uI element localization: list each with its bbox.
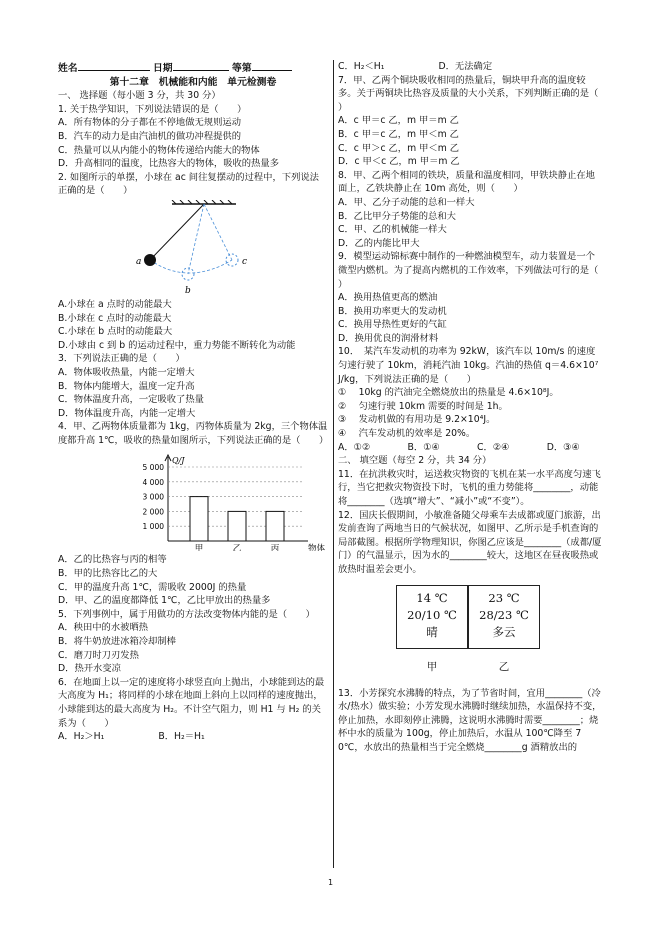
bar-chart-svg [58,449,328,551]
pendulum-support [172,200,236,204]
bar [266,512,284,542]
student-info-line [58,60,328,76]
q9-option-a: A．换用热值更高的燃油 [338,292,438,304]
q8-stem: 8．甲、乙两个相同的铁块，质量和温度相同，甲铁块静止在地面上，乙铁块静止在 10m 高处，则（ ） [338,169,595,195]
q3-stem: 3．下列说法正确的是（ ） [58,353,185,365]
q7-option-a: A．c 甲＝c 乙，m 甲＝m 乙 [338,115,459,127]
q3-option-c: C．物体温度升高，一定吸收了热量 [58,394,204,406]
weather-left-label: 甲 [426,660,438,673]
q4-option-a: A．乙的比热容与丙的相等 [58,554,167,566]
q13-text: 13．小芳探究水沸腾的特点，为了节省时间，宜用________（冷水/热水）做实验；小芳发现水沸腾时继续加热，水温保持不变，停止加热，水即刻停止沸腾，这说明水沸腾时需要________；烧杯中水的质量为 100g，停止加热后，水温从 100℃降至 70℃，水放出的热量相当于完全燃烧________g 酒精放出的 [338,687,602,753]
q8-option-c: C．甲、乙的机械能一样大 [338,224,447,236]
left-column [58,60,328,744]
q1-option-d: D．升高相同的温度，比热容大的物体，吸收的热量多 [58,158,279,170]
q2-option-a: A.小球在 a 点时的动能最大 [58,298,172,310]
q2-option-d: D.小球由 c 到 b 的运动过程中，重力势能不断转化为动能 [58,339,296,351]
q2-stem: 2. 如图所示的单摆，小球在 ac 间往复摆动的过程中，下列说法正确的是（ ） [58,171,319,197]
q10-statement-1: ① 10kg 的汽油完全燃烧放出的热量是 4.6×10⁸J。 [338,387,559,399]
right-column [338,60,617,755]
section-1-heading: 一、 选择题（每小题 3 分，共 30 分） [58,90,221,102]
date-label: 日期 [153,63,173,74]
q8-option-d: D．乙的内能比甲大 [338,237,420,249]
q1-option-c: C．热量可以从内能小的物体传递给内能大的物体 [58,144,260,156]
weather-left-condition: 晴 [426,624,438,639]
weather-right-range: 28/23 ℃ [479,607,529,622]
swing-arc [150,260,232,273]
q6-options-ab [58,730,328,744]
y-tick-label: 5 000 [142,463,164,473]
q5-option-d: D．热开水变凉 [58,663,121,675]
q10-statement-2: ② 匀速行驶 10km 需要的时间是 1h。 [338,400,508,412]
weather-right-temp: 23 ℃ [488,590,520,605]
date-blank[interactable] [173,60,229,71]
q6-option-a: A．H₂＞H₁ [58,731,105,743]
y-tick-label: 3 000 [142,493,164,503]
weather-right-condition: 多云 [492,624,516,639]
q8-option-a: A．甲、乙分子动能的总和一样大 [338,196,475,208]
name-label: 姓名 [58,63,78,74]
q2-option-c: C.小球在 b 点时的动能最大 [58,326,173,338]
q5-option-c: C．磨刀时刀刃发热 [58,649,139,661]
q6-option-d: D．无法确定 [438,61,493,72]
q4-stem: 4．甲、乙两物体质量都为 1kg，丙物体质量为 2kg，三个物体温度都升高 1℃，吸收的热量如图所示，下列说法正确的是（ ） [58,421,329,446]
label-b: b [185,285,191,296]
q4-option-b: B．甲的比热容比乙的大 [58,568,158,580]
q7-option-c: C．c 甲＞c 乙，m 甲＜m 乙 [338,142,460,154]
q7-option-b: B．c 甲＝c 乙，m 甲＜m 乙 [338,128,459,140]
pendulum-figure [58,200,328,296]
q1-stem: 1. 关于热学知识，下列说法错误的是（ ） [58,103,247,115]
q7-stem: 7．甲、乙两个铜块吸收相同的热量后，铜块甲升高的温度较多。关于两铜块比热容及质量的大小关系，下列判断正确的是（ ） [338,74,617,113]
pendulum-diagram [58,200,328,296]
weather-figure [338,581,604,685]
bar [190,497,208,541]
q4-option-d: D．甲、乙的温度都降低 1℃，乙比甲放出的热量多 [58,595,271,607]
q11-text: 11．在抗洪救灾时，运送救灾物资的飞机在某一水平高度匀速飞行，当它把救灾物资投下时，飞机的重力势能将________，动能将________（选填“增大”、“减小”或“不变”）。 [338,468,601,507]
exam-page [58,60,617,868]
q9-option-d: D．换用优良的润滑材料 [338,332,439,344]
q3-option-a: A．物体吸收热量，内能一定增大 [58,366,195,378]
label-c: c [242,256,248,267]
y-tick-label: 4 000 [142,478,164,488]
q6-option-c: C．H₂＜H₁ [338,61,385,72]
q9-stem: 9．模型运动锦标赛中制作的一种燃油模型车，动力装置是一个微型内燃机。为了提高内燃机的工作效率，下列做法可行的是（ ） [338,251,617,290]
section-2-heading: 二、 填空题（每空 2 分，共 34 分） [338,455,492,467]
page-number: 1 [327,878,334,887]
q1-option-b: B．汽车的动力是由汽油机的做功冲程提供的 [58,130,242,142]
q10-options: A．①② B．①④ C．②④ D．③④ [338,441,580,453]
column-divider [333,60,334,868]
q10-stem: 10． 某汽车发动机的功率为 92kW，该汽车以 10m/s 的速度匀速行驶了 10km，消耗汽油 10kg。汽油的热值 q＝4.6×10⁷J/kg，下列说法正确的是（ ） [338,346,599,385]
weather-left-range: 20/10 ℃ [407,607,457,622]
q10-statement-3: ③ 发动机做的有用功是 9.2×10⁴J。 [338,414,496,426]
q5-option-a: A．秧田中的水被晒热 [58,622,149,634]
weather-right-label: 乙 [498,660,510,673]
q6-option-b: B．H₂＝H₁ [158,731,205,743]
ball-a [144,254,156,266]
q4-option-c: C．甲的温度升高 1℃，需吸收 2000J 的热量 [58,581,247,593]
q5-option-b: B．将牛奶放进冰箱冷却制棒 [58,636,176,648]
q10-statement-4: ④ 汽车发动机的效率是 20%。 [338,428,476,440]
y-axis-label: Q/J [172,456,185,466]
q7-option-d: D．c 甲＜c 乙，m 甲＝m 乙 [338,156,460,168]
weather-card-left [396,585,468,649]
pendulum-string-c [204,204,232,260]
q6-stem: 6．在地面上以一定的速度将小球竖直向上抛出，小球能到达的最大高度为 H₁；将同样的小球在地面上斜向上以同样的速度抛出，小球能到达的最大高度为 H₂。不计空气阻力，则 H1 与 H₂ 的关系为（ ） [58,676,325,729]
pendulum-string-b [188,204,204,274]
y-tick-label: 2 000 [142,507,164,517]
q8-option-b: B．乙比甲分子势能的总和大 [338,210,456,222]
x-tick-label: 丙 [270,544,280,552]
weather-card-right [468,585,540,649]
heat-bar-chart [58,449,328,551]
q9-option-c: C．换用导热性更好的气缸 [338,319,447,331]
x-tick-label: 乙 [232,544,242,552]
exam-title: 第十二章 机械能和内能 单元检测卷 [109,76,277,88]
q3-option-b: B．物体内能增大，温度一定升高 [58,380,195,392]
pendulum-string [150,204,204,260]
weather-left-temp: 14 ℃ [416,590,448,605]
grade-label: 等第 [232,63,252,74]
grade-blank[interactable] [252,60,292,71]
q6-options-cd [338,60,604,74]
label-a: a [136,256,142,267]
q2-option-b: B.小球在 c 点时的动能最大 [58,312,172,324]
name-blank[interactable] [78,60,150,71]
q9-option-b: B．换用功率更大的发动机 [338,305,447,317]
x-axis-label: 物体 [308,544,326,552]
y-tick-label: 1 000 [142,522,164,532]
q3-option-d: D．物体温度升高，内能一定增大 [58,407,196,419]
x-tick-label: 甲 [194,544,204,552]
bar [228,512,246,542]
q5-stem: 5．下列事例中，属于用做功的方法改变物体内能的是（ ） [58,608,315,620]
q1-option-a: A．所有物体的分子都在不停地做无规则运动 [58,117,242,129]
q12-text: 12．国庆长假期间，小敏准备随父母乘车去成都或厦门旅游，出发前查询了两地当日的气候状况，如图甲、乙所示是手机查询的局部截图。根据所学物理知识，你图乙应该是________（成都/厦门）的气温显示，因为水的________较大，这地区在昼夜吸热或放热时温差会更小。 [338,509,602,575]
